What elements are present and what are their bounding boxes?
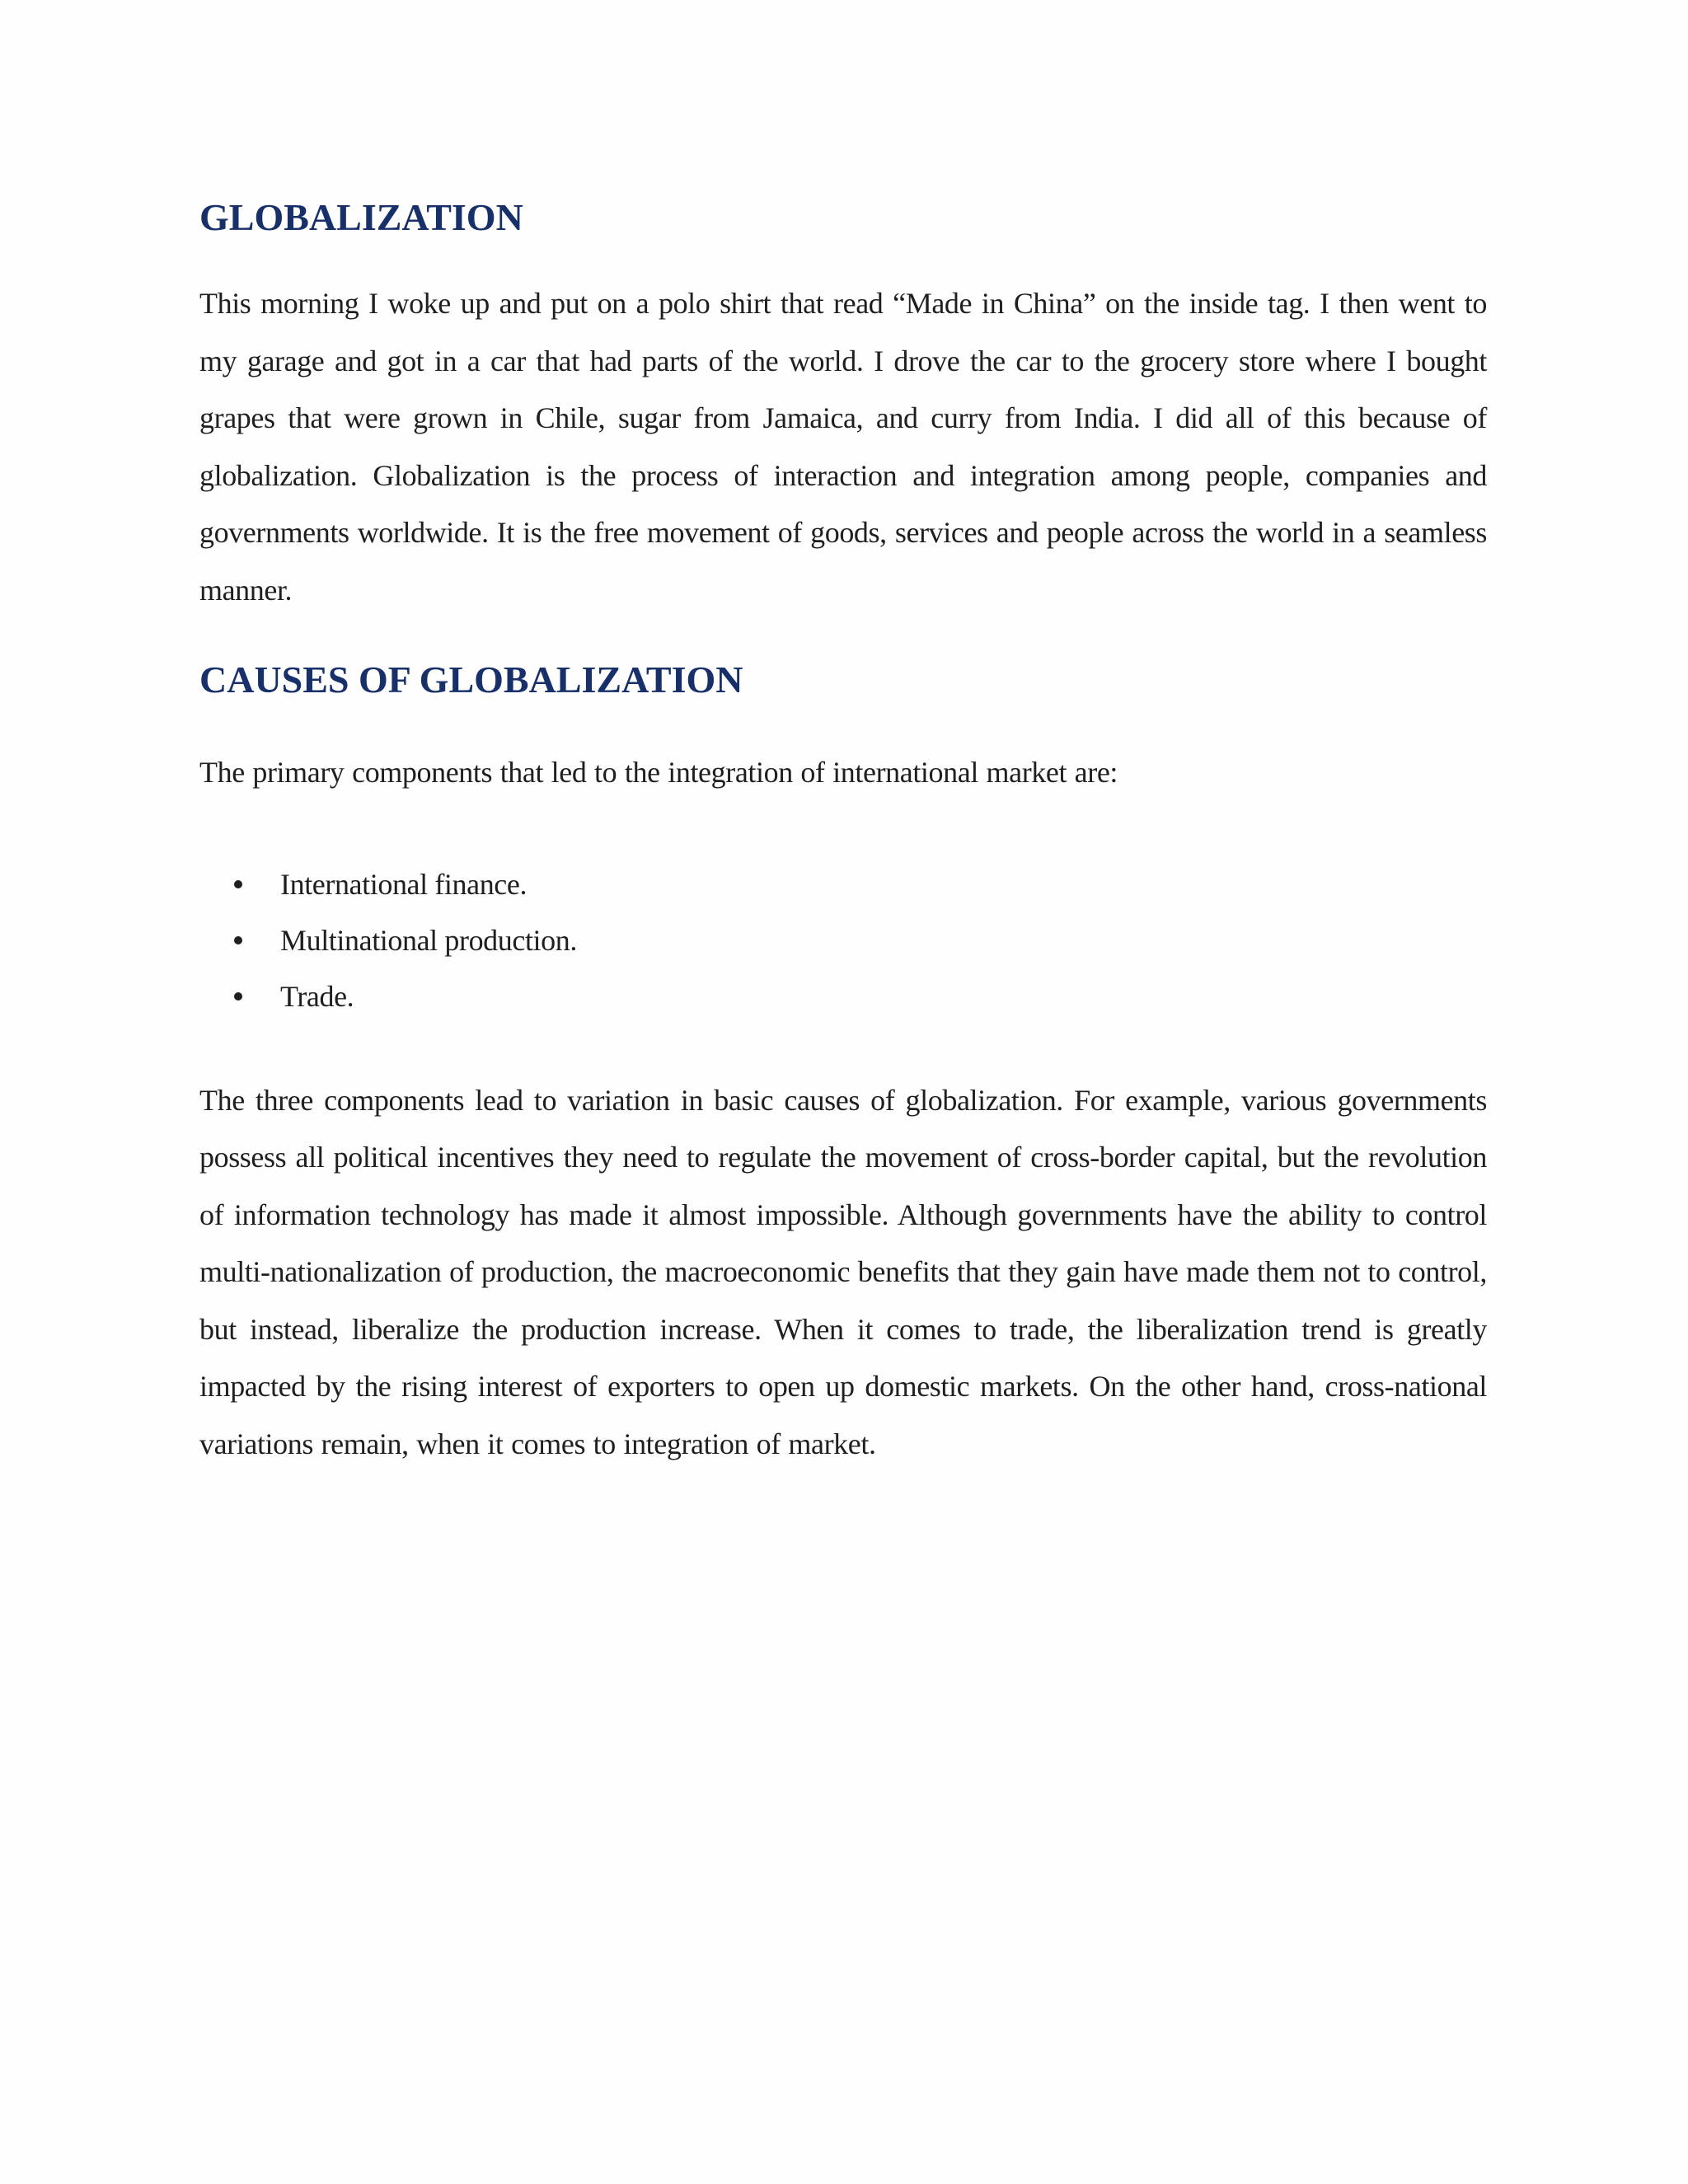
list-item-text: Trade. (280, 979, 354, 1013)
list-item-text: International finance. (280, 867, 528, 901)
section-title-globalization: GLOBALIZATION (199, 196, 523, 238)
bullet-icon (234, 992, 242, 1001)
bullet-icon (234, 880, 242, 888)
list-item-text: Multinational production. (280, 923, 577, 957)
list-item (199, 968, 1487, 1024)
causes-paragraph: The three components lead to variation in basic causes of globalization. For example, various governments possess all political incentives they need to regulate the movement of cross-border capital, but the revolution of information technology has made it almost impossible. Although governments have the ability to control multi-nationalization of production, the macroeconomic benefits that they gain have made them not to control, but instead, liberalize the production increase. When it comes to trade, the liberalization trend is greatly impacted by the rising interest of exporters to open up domestic markets. On the other hand, cross-national variations remain, when it comes to integration of market. (199, 1083, 1487, 1460)
section-title-causes: CAUSES OF GLOBALIZATION (199, 658, 743, 701)
causes-bullet-list (199, 856, 1487, 1024)
document-content (199, 191, 1487, 1473)
globalization-paragraph: This morning I woke up and put on a polo shirt that read “Made in China” on the inside tag. I then went to my garage and got in a car that had parts of the world. I drove the car to the grocery store where I bought grapes that were grown in Chile, sugar from Jamaica, and curry from India. I did all of this because of globalization. Globalization is the process of interaction and integration among people, companies and governments worldwide. It is the free movement of goods, services and people across the world in a seamless manner. (199, 287, 1487, 607)
list-item (199, 912, 1487, 968)
causes-intro-paragraph: The primary components that led to the integration of international market are: (199, 756, 1118, 789)
bullet-icon (234, 936, 242, 944)
list-item (199, 856, 1487, 912)
